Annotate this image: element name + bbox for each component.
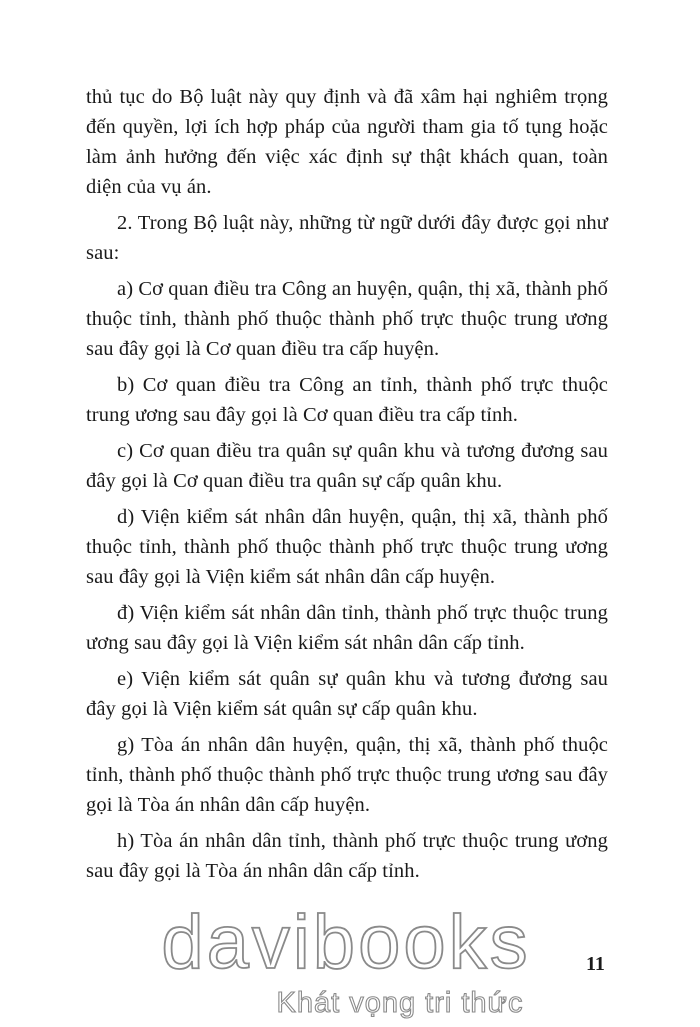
- watermark-brand: davibooks: [161, 900, 531, 985]
- paragraph-clause-2: 2. Trong Bộ luật này, những từ ngữ dưới đây được gọi như sau:: [86, 212, 608, 264]
- watermark-slogan: Khát vọng tri thức: [276, 987, 524, 1019]
- page-number: 11: [586, 953, 605, 975]
- paragraph-item-b: b) Cơ quan điều tra Công an tỉnh, thành phố trực thuộc trung ương sau đây gọi là Cơ quan điều tra cấp tỉnh.: [86, 374, 608, 426]
- paragraph-item-a: a) Cơ quan điều tra Công an huyện, quận, thị xã, thành phố thuộc tỉnh, thành phố thuộc thành phố trực thuộc trung ương sau đây gọi là Cơ quan điều tra cấp huyện.: [86, 278, 608, 360]
- paragraph-item-h: h) Tòa án nhân dân tỉnh, thành phố trực thuộc trung ương sau đây gọi là Tòa án nhân dân cấp tỉnh.: [86, 830, 608, 882]
- paragraph-item-c: c) Cơ quan điều tra quân sự quân khu và tương đương sau đây gọi là Cơ quan điều tra quân sự cấp quân khu.: [86, 440, 608, 492]
- page-body: [86, 82, 608, 892]
- paragraph-item-e: e) Viện kiểm sát quân sự quân khu và tương đương sau đây gọi là Viện kiểm sát quân sự cấp quân khu.: [86, 668, 608, 720]
- paragraph-item-dd: đ) Viện kiểm sát nhân dân tỉnh, thành phố trực thuộc trung ương sau đây gọi là Viện kiểm sát nhân dân cấp tỉnh.: [86, 602, 608, 654]
- paragraph-item-g: g) Tòa án nhân dân huyện, quận, thị xã, thành phố thuộc tỉnh, thành phố thuộc thành phố trực thuộc trung ương sau đây gọi là Tòa án nhân dân cấp huyện.: [86, 734, 608, 816]
- paragraph-item-d: d) Viện kiểm sát nhân dân huyện, quận, thị xã, thành phố thuộc tỉnh, thành phố thuộc thành phố trực thuộc trung ương sau đây gọi là Viện kiểm sát nhân dân cấp huyện.: [86, 506, 608, 588]
- paragraph-continuation: thủ tục do Bộ luật này quy định và đã xâm hại nghiêm trọng đến quyền, lợi ích hợp pháp của người tham gia tố tụng hoặc làm ảnh hưởng đến việc xác định sự thật khách quan, toàn diện của vụ án.: [86, 86, 608, 198]
